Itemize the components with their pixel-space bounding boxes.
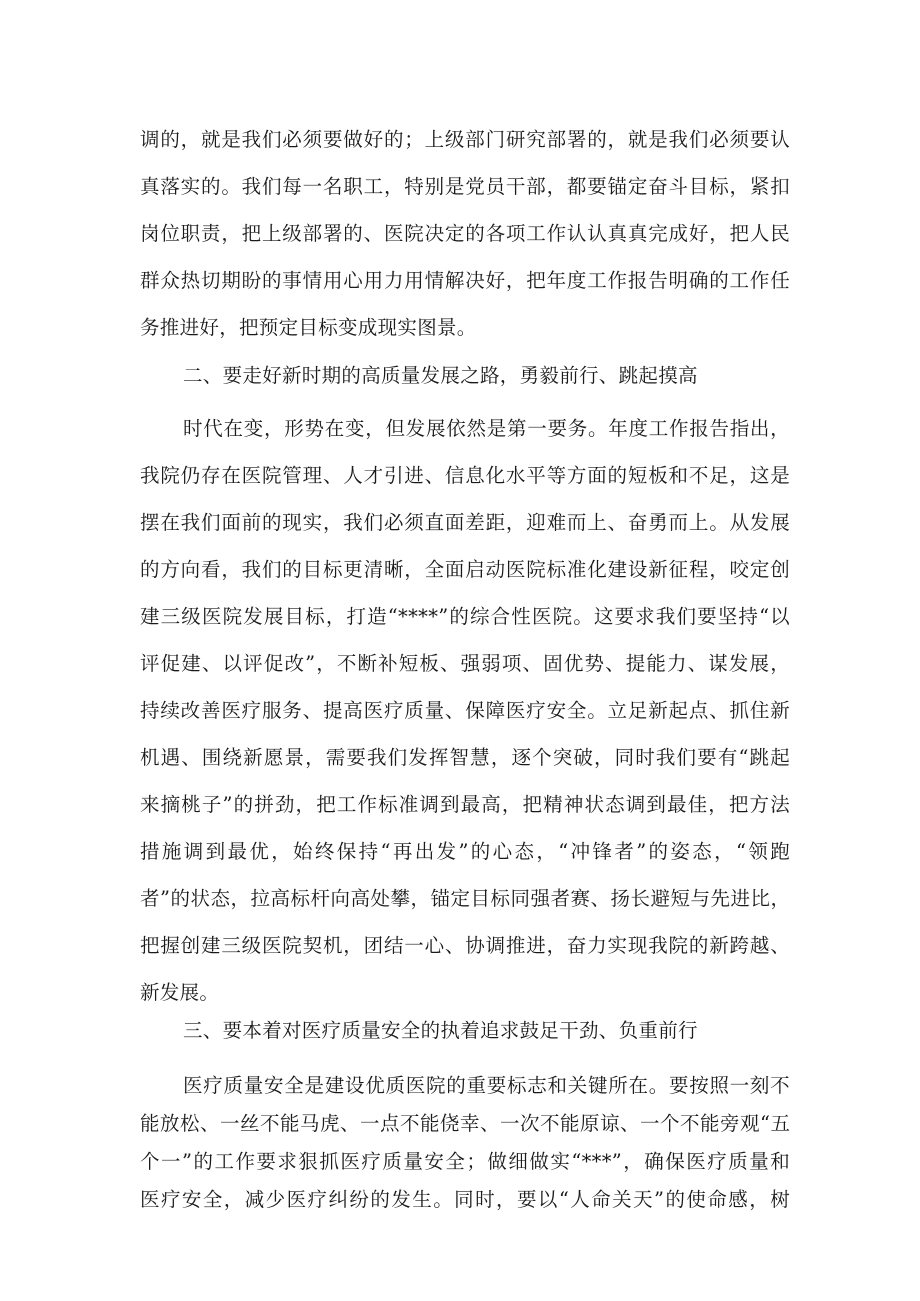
- paragraph-1-line-5: 务推进好，把预定目标变成现实图景。: [140, 316, 477, 339]
- paragraph-2-line-11: 者”的状态，拉高标杆向高处攀，锚定目标同强者赛、扬长避短与先进比，: [140, 887, 790, 910]
- paragraph-3-line-4: 医疗安全，减少医疗纠纷的发生。同时，要以“人命关天”的使命感，树: [140, 1188, 790, 1211]
- paragraph-2-line-1: 时代在变，形势在变，但发展依然是第一要务。年度工作报告指出，: [183, 417, 790, 440]
- paragraph-2-line-6: 评促建、以评促改”，不断补短板、强弱项、固优势、提能力、谋发展，: [140, 652, 790, 675]
- paragraph-2-line-9: 来摘桃子”的拼劲，把工作标准调到最高，把精神状态调到最佳，把方法: [140, 793, 790, 816]
- paragraph-2-line-3: 摆在我们面前的现实，我们必须直面差距，迎难而上、奋勇而上。从发展: [140, 511, 790, 534]
- paragraph-1-line-1: 调的，就是我们必须要做好的；上级部门研究部署的，就是我们必须要认: [140, 128, 790, 151]
- paragraph-3-line-1: 医疗质量安全是建设优质医院的重要标志和关键所在。要按照一刻不: [183, 1074, 790, 1097]
- paragraph-1-line-3: 岗位职责，把上级部署的、医院决定的各项工作认认真真完成好，把人民: [140, 222, 790, 245]
- paragraph-2-line-13: 新发展。: [140, 981, 220, 1004]
- paragraph-3-line-3: 个一”的工作要求狠抓医疗质量安全；做细做实“***”，确保医疗质量和: [140, 1150, 790, 1173]
- paragraph-2-line-4: 的方向看，我们的目标更清晰，全面启动医院标准化建设新征程，咬定创: [140, 558, 790, 581]
- section-heading-2: 二、要走好新时期的高质量发展之路，勇毅前行、跳起摸高: [183, 364, 698, 387]
- paragraph-2-line-10: 措施调到最优，始终保持“再出发”的心态，“冲锋者”的姿态，“领跑: [140, 840, 790, 863]
- paragraph-2-line-8: 机遇、围绕新愿景，需要我们发挥智慧，逐个突破，同时我们要有“跳起: [140, 746, 790, 769]
- section-heading-3: 三、要本着对医疗质量安全的执着追求鼓足干劲、负重前行: [183, 1019, 698, 1042]
- paragraph-1-line-4: 群众热切期盼的事情用心用力用情解决好，把年度工作报告明确的工作任: [140, 269, 790, 292]
- paragraph-3-line-2: 能放松、一丝不能马虎、一点不能侥幸、一次不能原谅、一个不能旁观“五: [140, 1112, 790, 1135]
- paragraph-2-line-2: 我院仍存在医院管理、人才引进、信息化水平等方面的短板和不足，这是: [140, 464, 790, 487]
- paragraph-1-line-2: 真落实的。我们每一名职工，特别是党员干部，都要锚定奋斗目标，紧扣: [140, 175, 790, 198]
- paragraph-2-line-5: 建三级医院发展目标，打造“****”的综合性医院。这要求我们要坚持“以: [140, 605, 790, 628]
- paragraph-2-line-7: 持续改善医疗服务、提高医疗质量、保障医疗安全。立足新起点、抓住新: [140, 699, 790, 722]
- paragraph-2-line-12: 把握创建三级医院契机，团结一心、协调推进，奋力实现我院的新跨越、: [140, 934, 790, 957]
